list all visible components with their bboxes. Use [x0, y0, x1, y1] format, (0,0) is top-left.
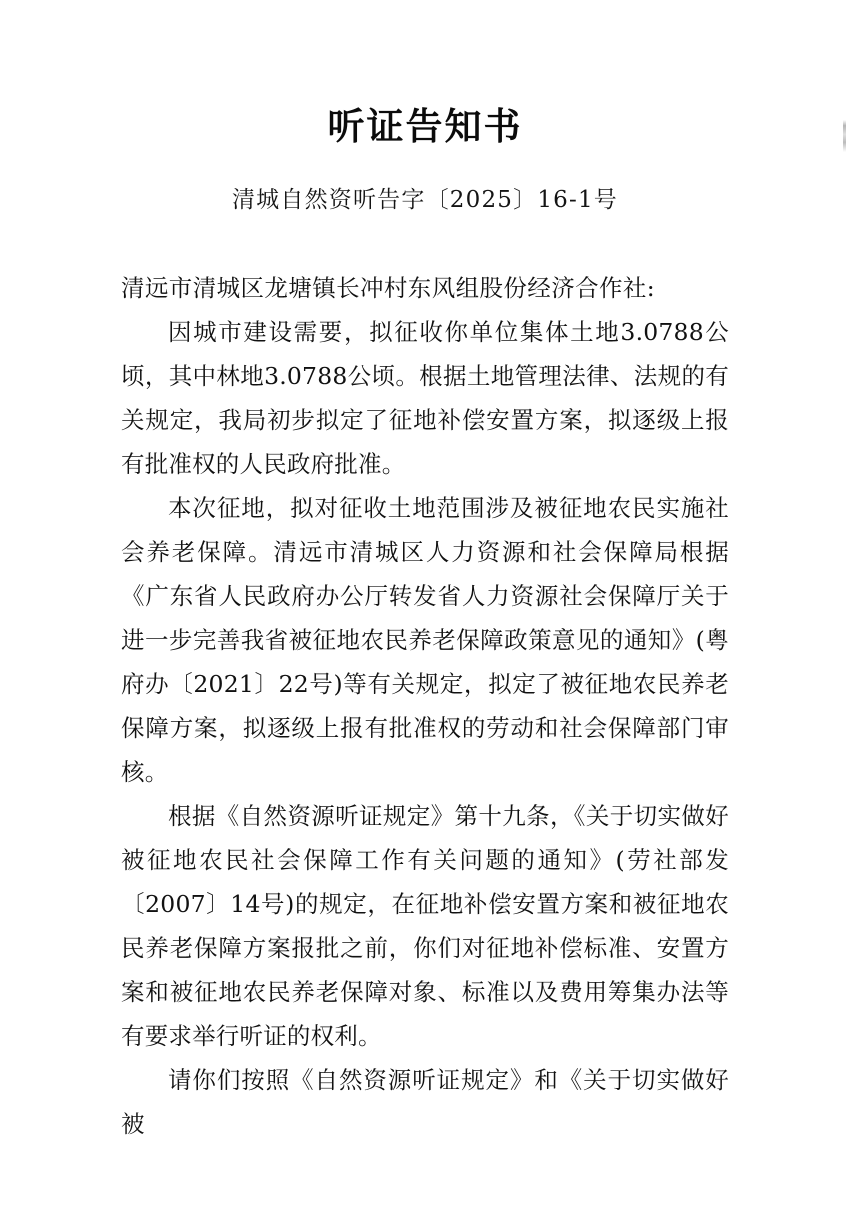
addressee-line: 清远市清城区龙塘镇长冲村东风组股份经济合作社: [121, 274, 656, 302]
page-title: 听证告知书 [327, 105, 523, 148]
paragraph-hearing-rights: 根据《自然资源听证规定》第十九条，《关于切实做好被征地农民社会保障工作有关问题的通知》(劳社部发〔2007〕14号)的规定，在征地补偿安置方案和被征地农民养老保障方案报批之前，你们对征地补偿标准、安置方案和被征地农民养老保障对象、标准以及费用筹集办法等有要求举行听证的权利。 [121, 802, 729, 1050]
paragraph-instructions-continued: 请你们按照《自然资源听证规定》和《关于切实做好被 [121, 1066, 729, 1138]
document-body [121, 266, 729, 1146]
paragraph-social-security: 本次征地，拟对征收土地范围涉及被征地农民实施社会养老保障。清远市清城区人力资源和社会保障局根据《广东省人民政府办公厅转发省人力资源社会保障厅关于进一步完善我省被征地农民养老保障政策意见的通知》(粤府办〔2021〕22号)等有关规定，拟定了被征地农民养老保障方案，拟逐级上报有批准权的劳动和社会保障部门审核。 [121, 494, 729, 786]
document-number: 清城自然资听告字〔2025〕16-1号 [231, 187, 618, 213]
paragraph-land-acquisition: 因城市建设需要，拟征收你单位集体土地3.0788公顷，其中林地3.0788公顷。根据土地管理法律、法规的有关规定，我局初步拟定了征地补偿安置方案，拟逐级上报有批准权的人民政府批准。 [121, 318, 729, 478]
